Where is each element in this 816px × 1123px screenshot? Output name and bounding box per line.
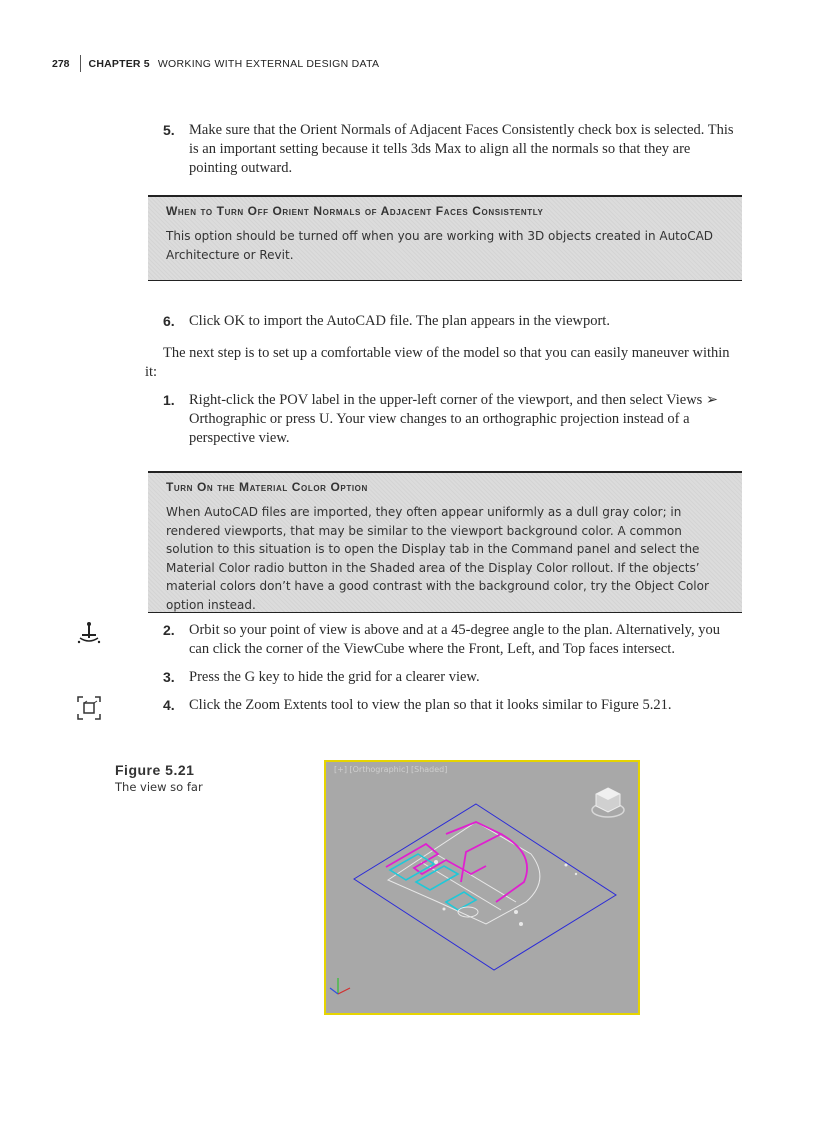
viewport-drawing	[326, 762, 640, 1015]
step-3	[163, 668, 741, 687]
sidebar-title: When to Turn Off Orient Normals of Adjacent Faces Consistently	[166, 204, 544, 218]
sidebar-material-color	[148, 471, 742, 613]
plan-outline	[388, 822, 540, 924]
step-text: Make sure that the Orient Normals of Adjacent Faces Consistently check box is selected. This is an important setting because it tells 3ds Max to align all the normals so that they are pointing outward.	[189, 122, 734, 176]
step-text: Right-click the POV label in the upper-left corner of the viewport, and then select Views ➢ Orthographic or press U. Your view changes to an orthographic projection instead of a perspective view.	[189, 392, 719, 446]
site-outline	[354, 804, 616, 970]
sidebar-body: This option should be turned off when you are working with 3D objects created in AutoCAD Architecture or Revit.	[166, 229, 714, 262]
chapter-title: WORKING WITH EXTERNAL DESIGN DATA	[157, 57, 380, 70]
step-2	[163, 621, 741, 659]
step-5	[163, 121, 741, 178]
walls-magenta	[386, 822, 501, 882]
step-number: 1.	[163, 392, 175, 408]
zoom-extents-icon	[76, 695, 102, 721]
page-number: 278	[52, 57, 70, 70]
sidebar-body: When AutoCAD files are imported, they often appear uniformly as a dull gray color; in rendered viewports, that may be similar to the viewport background color. A common solution to this situation is to open the Display tab in the Command panel and select the Material Color radio button in the Shaded area of the Display Color rollout. If the objects’ material colors don’t have a good contrast with the background color, try the Object Color option instead.	[166, 505, 709, 612]
sidebar-orient-normals	[148, 195, 742, 281]
header-divider	[80, 55, 81, 72]
step-4	[163, 696, 741, 715]
step-number: 5.	[163, 122, 175, 138]
step-6	[163, 312, 741, 331]
step-number: 4.	[163, 697, 175, 713]
chapter-number: CHAPTER 5	[88, 57, 150, 70]
step-text: Orbit so your point of view is above and at a 45-degree angle to the plan. Alternatively, you can click the corner of the ViewCube where the Front, Left, and Top faces intersect.	[189, 622, 720, 657]
figure-caption: The view so far	[115, 780, 203, 794]
walls-cyan	[390, 854, 476, 910]
step-number: 3.	[163, 669, 175, 685]
step-text: Click OK to import the AutoCAD file. The plan appears in the viewport.	[189, 313, 610, 329]
intro-paragraph-text: The next step is to set up a comfortable view of the model so that you can easily maneuver within it:	[145, 345, 730, 380]
viewcube-icon	[592, 788, 624, 817]
orbit-icon	[76, 620, 102, 646]
step-number: 2.	[163, 622, 175, 638]
running-header	[52, 55, 379, 72]
axis-tripod-icon	[330, 978, 350, 994]
step-text: Click the Zoom Extents tool to view the plan so that it looks similar to Figure 5.21.	[189, 697, 672, 713]
step-text: Press the G key to hide the grid for a clearer view.	[189, 669, 480, 685]
viewport-label: [+] [Orthographic] [Shaded]	[334, 765, 448, 774]
step-number: 6.	[163, 313, 175, 329]
intro-paragraph	[145, 344, 745, 382]
figure-label: Figure 5.21	[115, 762, 195, 778]
figure-viewport	[324, 760, 640, 1015]
step-1	[163, 391, 741, 448]
sidebar-title: Turn On the Material Color Option	[166, 480, 368, 494]
